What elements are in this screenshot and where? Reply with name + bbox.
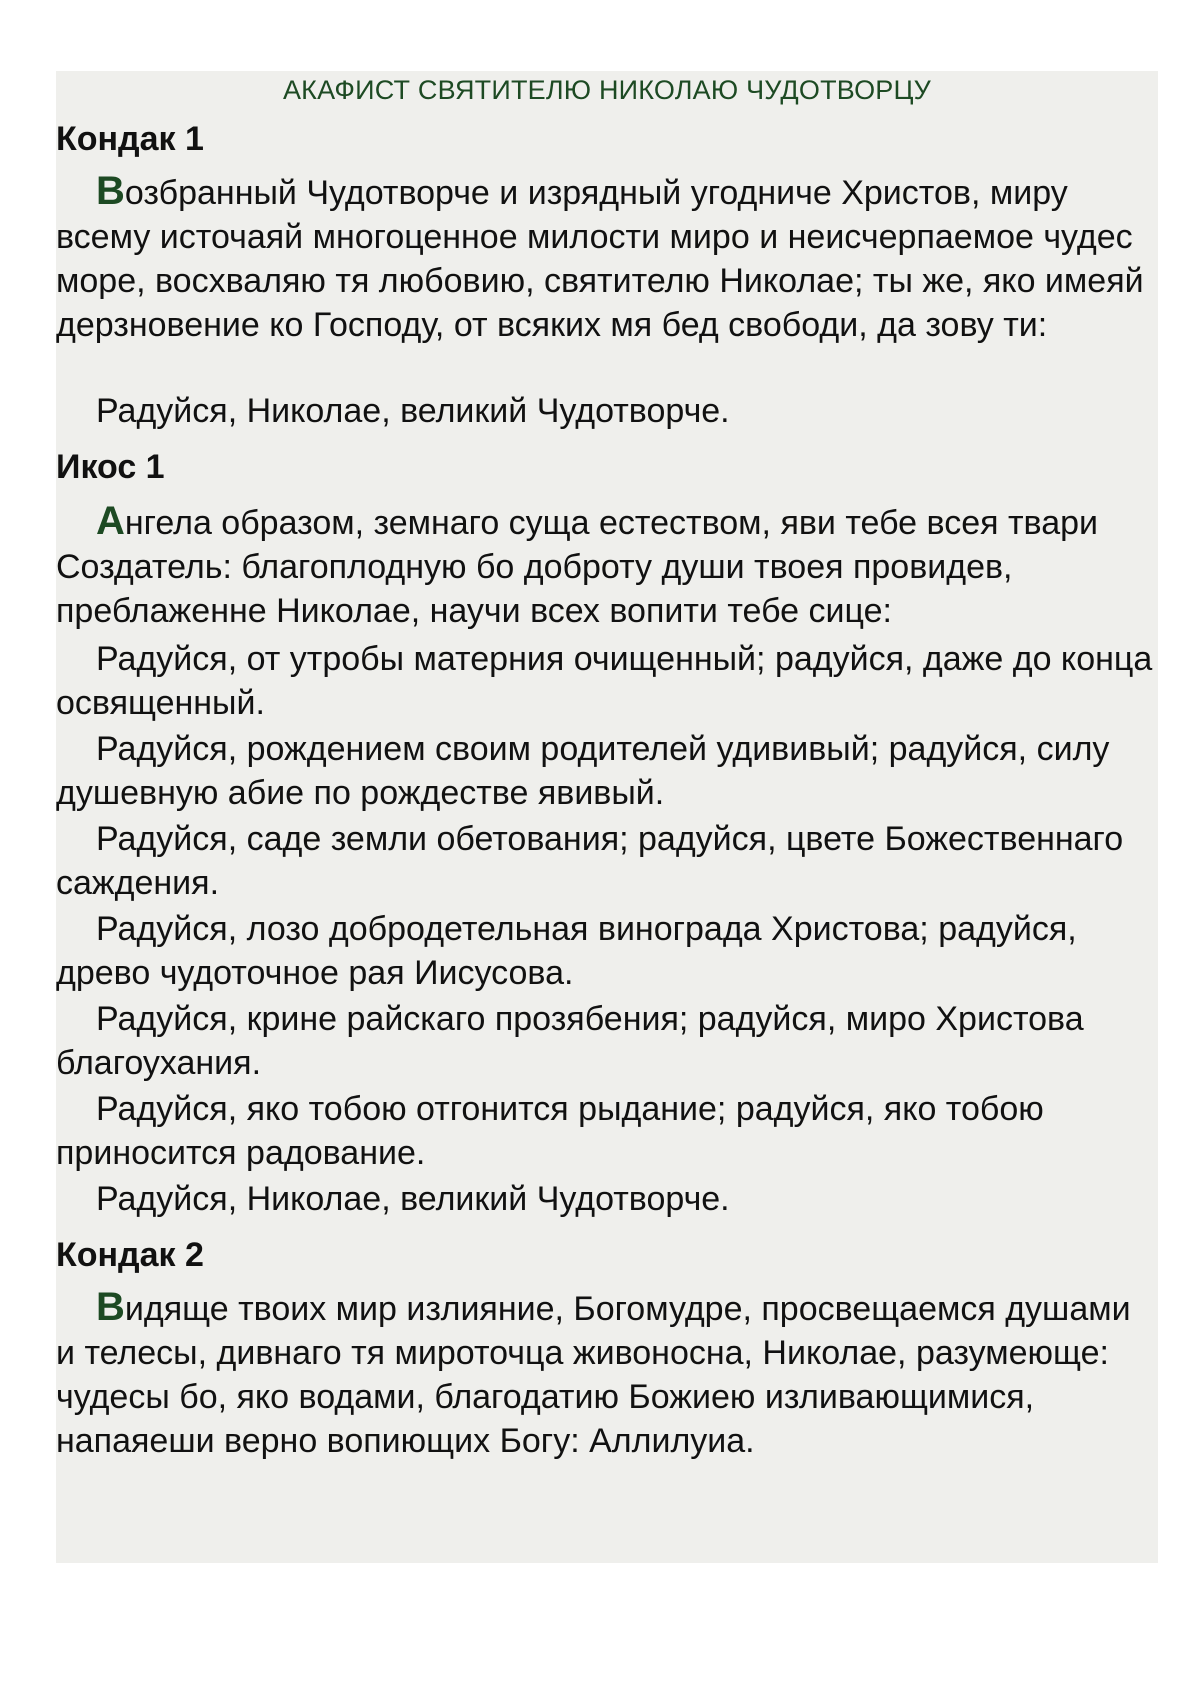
document-page [56,71,1158,1563]
drop-cap: В [96,1285,125,1329]
paragraph: Радуйся, Николае, великий Чудотворче. [96,1180,730,1218]
section-heading-ikos-1: Икос 1 [56,448,165,486]
paragraph-text: идяще твоих мир излияние, Богомудре, просвещаемся душами и телесы, дивнаго тя мироточца живоносна, Николае, разумеюще: чудесы бо, яко водами, благодатию Божиею изливающимися, напаяеши верно вопиющих Богу: Аллилуиа. [56,1290,1131,1460]
paragraph: Радуйся, саде земли обетования; радуйся, цвете Божественнаго саждения. [56,820,1124,902]
drop-cap: В [96,169,125,213]
document-header: АКАФИСТ СВЯТИТЕЛЮ НИКОЛАЮ ЧУДОТВОРЦУ [282,75,932,105]
paragraph-text: озбранный Чудотворче и изрядный угодниче Христов, миру всему источаяй многоценное милости миро и неисчерпаемое чудес море, восхваляю тя любовию, святителю Николае; ты же, яко имеяй дерзновение ко Господу, от всяких мя бед свободи, да зову ти: [56,174,1144,344]
paragraph: Радуйся, рождением своим родителей удививый; радуйся, силу душевную абие по рождестве явивый. [56,730,1110,812]
paragraph [56,169,1154,347]
paragraph: Радуйся, Николае, великий Чудотворче. [96,392,730,430]
paragraph-text: нгела образом, земнаго суща естеством, яви тебе всея твари Создатель: благоплодную бо доброту души твоея провидев, преблаженне Николае, научи всех вопити тебе сице: [56,504,1099,630]
paragraph: Радуйся, крине райскаго прозябения; радуйся, миро Христова благоухания. [56,1000,1084,1082]
paragraph [56,499,1154,633]
drop-cap: А [96,499,125,543]
paragraph: Радуйся, от утробы матерния очищенный; радуйся, даже до конца освященный. [56,640,1153,722]
paragraph [56,1285,1154,1463]
section-heading-kondak-1: Кондак 1 [56,120,204,158]
paragraph: Радуйся, лозо добродетельная винограда Христова; радуйся, древо чудоточное рая Иисусова. [56,910,1077,992]
section-heading-kondak-2: Кондак 2 [56,1236,204,1274]
paragraph: Радуйся, яко тобою отгонится рыдание; радуйся, яко тобою приносится радование. [56,1090,1044,1172]
